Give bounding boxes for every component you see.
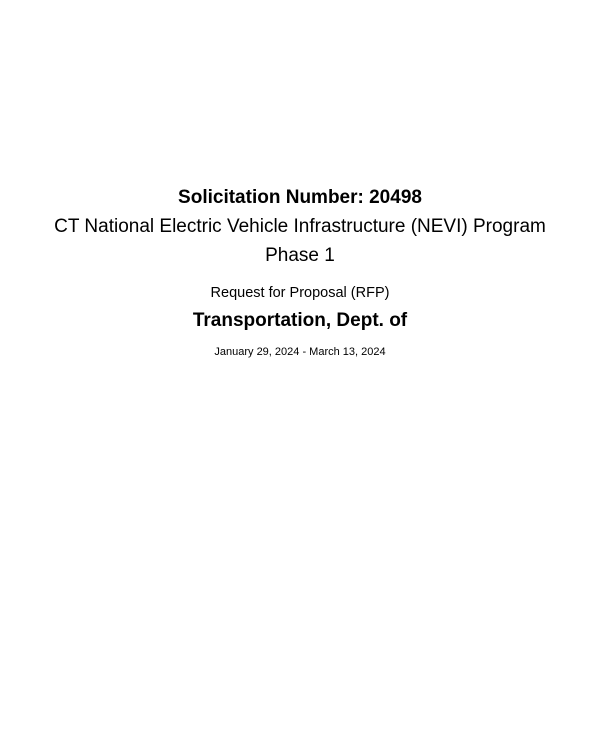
- solicitation-number-heading: Solicitation Number: 20498: [178, 187, 422, 208]
- program-title: CT National Electric Vehicle Infrastructure (NEVI) Program: [54, 216, 546, 237]
- phase-label: Phase 1: [265, 245, 335, 266]
- date-range: January 29, 2024 - March 13, 2024: [214, 346, 386, 358]
- department-name: Transportation, Dept. of: [192, 310, 408, 331]
- rfp-type-label: Request for Proposal (RFP): [210, 285, 390, 301]
